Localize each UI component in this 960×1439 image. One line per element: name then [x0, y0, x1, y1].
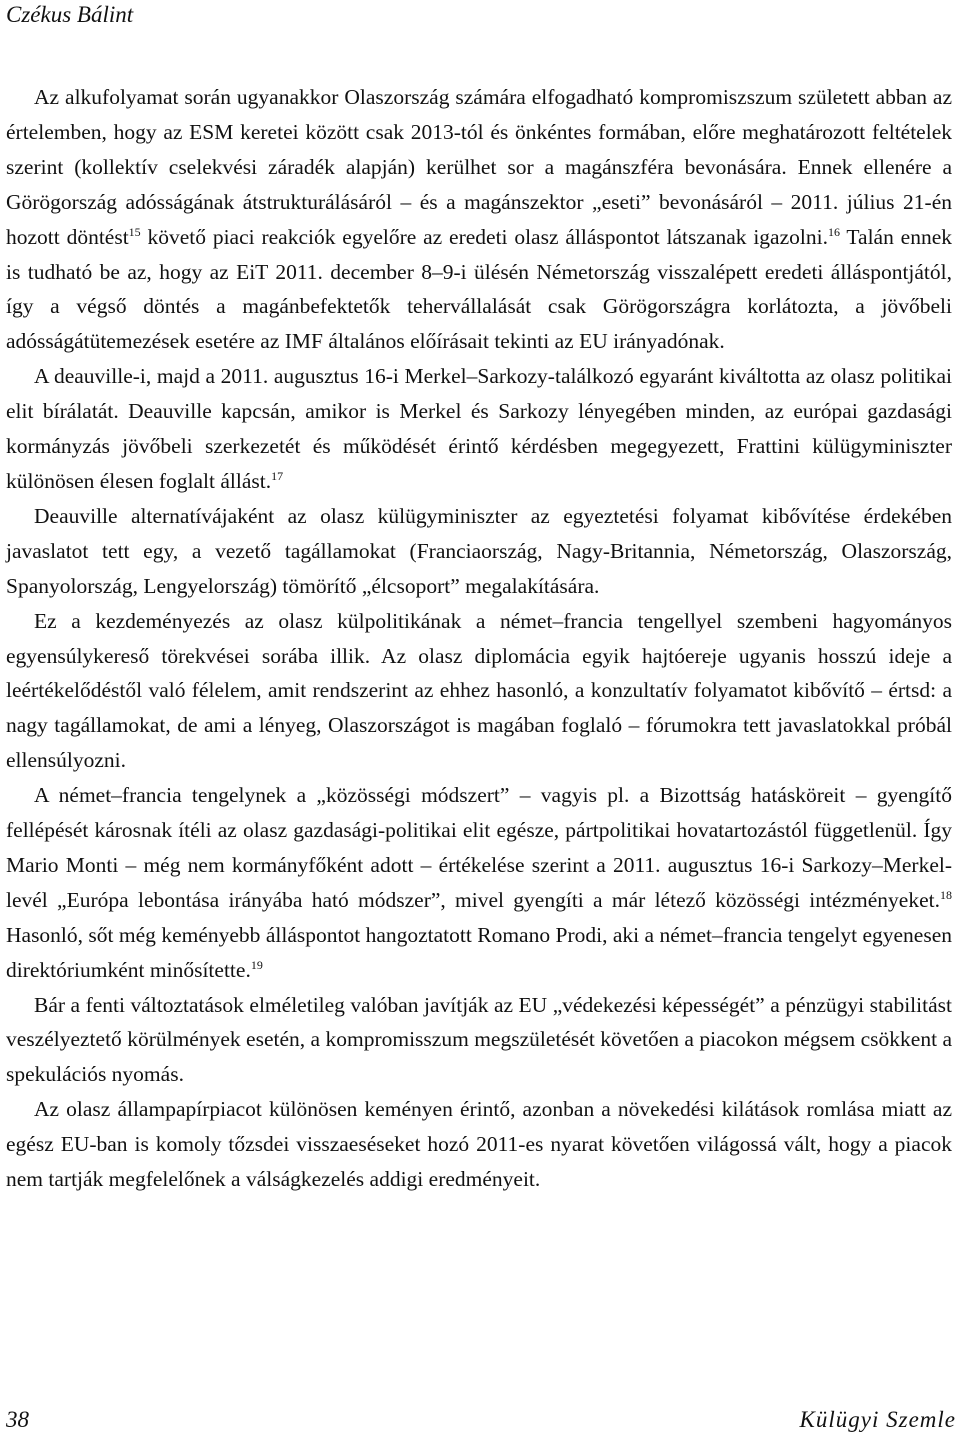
paragraph-text: Hasonló, sőt még keményebb álláspontot hangoztatott Romano Prodi, aki a német–francia tengelyt egyenesen direktóriumként minősítette. — [6, 922, 952, 982]
footnote-reference: 15 — [128, 224, 141, 239]
paragraph — [6, 499, 952, 604]
paragraph-text: A deauville-i, majd a 2011. augusztus 16-i Merkel–Sarkozy-találkozó egyaránt kiváltotta az olasz politikai elit bírálatát. Deauville kapcsán, amikor is Merkel és Sarkozy lényegében minden, az európai gazdasági kormányzás jövőbeli szerkezetét és működését érintő kérdésben megegyezett, Frattini külügyminiszter különösen élesen foglalt állást. — [6, 364, 952, 493]
paragraph-text: Az alkufolyamat során ugyanakkor Olaszország számára elfogadható kompromiszszum született abban az értelemben, hogy az ESM keretei között csak 2013-tól és önkéntes formában, előre meghatározott feltételek szerint (kollektív cselekvési záradék alapján) kerülhet sor a magánszféra bevonására. Ennek ellenére a Görögország adósságának átstrukturálásáról – és a magánszektor „eseti” bevonásáról – 2011. július 21-én hozott döntést — [6, 85, 952, 249]
paragraph — [6, 359, 952, 499]
page-number: 38 — [6, 1407, 29, 1432]
paragraph-text: Deauville alternatívájaként az olasz külügyminiszter az egyeztetési folyamat kibővítése érdekében javaslatot tett egy, a vezető tagállamokat (Franciaország, Nagy-Britannia, Németország, Olaszország, Spanyolország, Lengyelország) tömörítő „élcsoport” megalakítására. — [6, 503, 952, 598]
paragraph-text: Az olasz állampapírpiacot különösen keményen érintő, azonban a növekedési kilátások romlása miatt az egész EU-ban is komoly tőzsdei visszaeséseket hozó 2011-es nyarat követően világossá vált, hogy a piacok nem tartják megfelelőnek a válságkezelés addigi eredményeit. — [6, 1097, 952, 1192]
paragraph-text: A német–francia tengelynek a „közösségi módszert” – vagyis pl. a Bizottság hatásköreit – gyengítő fellépését károsnak ítéli az olasz gazdasági-politikai elit egésze, pártpolitikai hovatartozástól függetlenül. Így Mario Monti – még nem kormányfőként adott – értékelése szerint a 2011. augusztus 16-i Sarkozy–Merkel-levél „Európa lebontása irányába ható módszer”, mivel gyengíti a már létező közösségi intézményeket. — [6, 783, 952, 912]
paragraph-text: Bár a fenti változtatások elméletileg valóban javítják az EU „védekezési képességét” a pénzügyi stabilitást veszélyeztető körülmények esetén, a kompromisszum megszületését követően a piacokon mégsem csökkent a spekulációs nyomás. — [6, 992, 952, 1087]
paragraph — [6, 778, 952, 987]
footnote-reference: 16 — [827, 224, 840, 239]
running-head-author: Czékus Bálint — [6, 2, 134, 27]
paragraph-text: Talán ennek is tudható be az, hogy az EiT 2011. december 8–9-i ülésén Németország visszalépett eredeti álláspontjától, így a végső döntés a magánbefektetők tehervállalását csak Görögországra korlátozta, a jövőbeli adósságátütemezések esetére az IMF általános előírásait tekinti az EU irányadónak. — [6, 224, 952, 354]
journal-title: Külügyi Szemle — [799, 1407, 956, 1432]
footnote-reference: 18 — [940, 887, 952, 902]
paragraph — [6, 80, 952, 359]
paragraph — [6, 604, 952, 779]
paragraph — [6, 1092, 952, 1197]
paragraph — [6, 988, 952, 1093]
paragraph-text: követő piaci reakciók egyelőre az eredeti olasz álláspontot látszanak igazolni. — [140, 224, 828, 249]
footnote-reference: 19 — [250, 957, 263, 972]
article-body — [6, 80, 952, 1197]
footnote-reference: 17 — [271, 468, 284, 483]
paragraph-text: Ez a kezdeményezés az olasz külpolitikának a német–francia tengellyel szembeni hagyományos egyensúlykereső törekvései sorába illik. Az olasz diplomácia egyik hajtóereje ugyanis hosszú ideje a leértékelődéstől való félelem, amit rendszerint az ehhez hasonló, a konzultatív folyamatot kibővítő – értsd: a nagy tagállamokat, de ami a lényeg, Olaszországot is magában foglaló – fórumokra tett javaslatokkal próbál ellensúlyozni. — [6, 608, 952, 773]
